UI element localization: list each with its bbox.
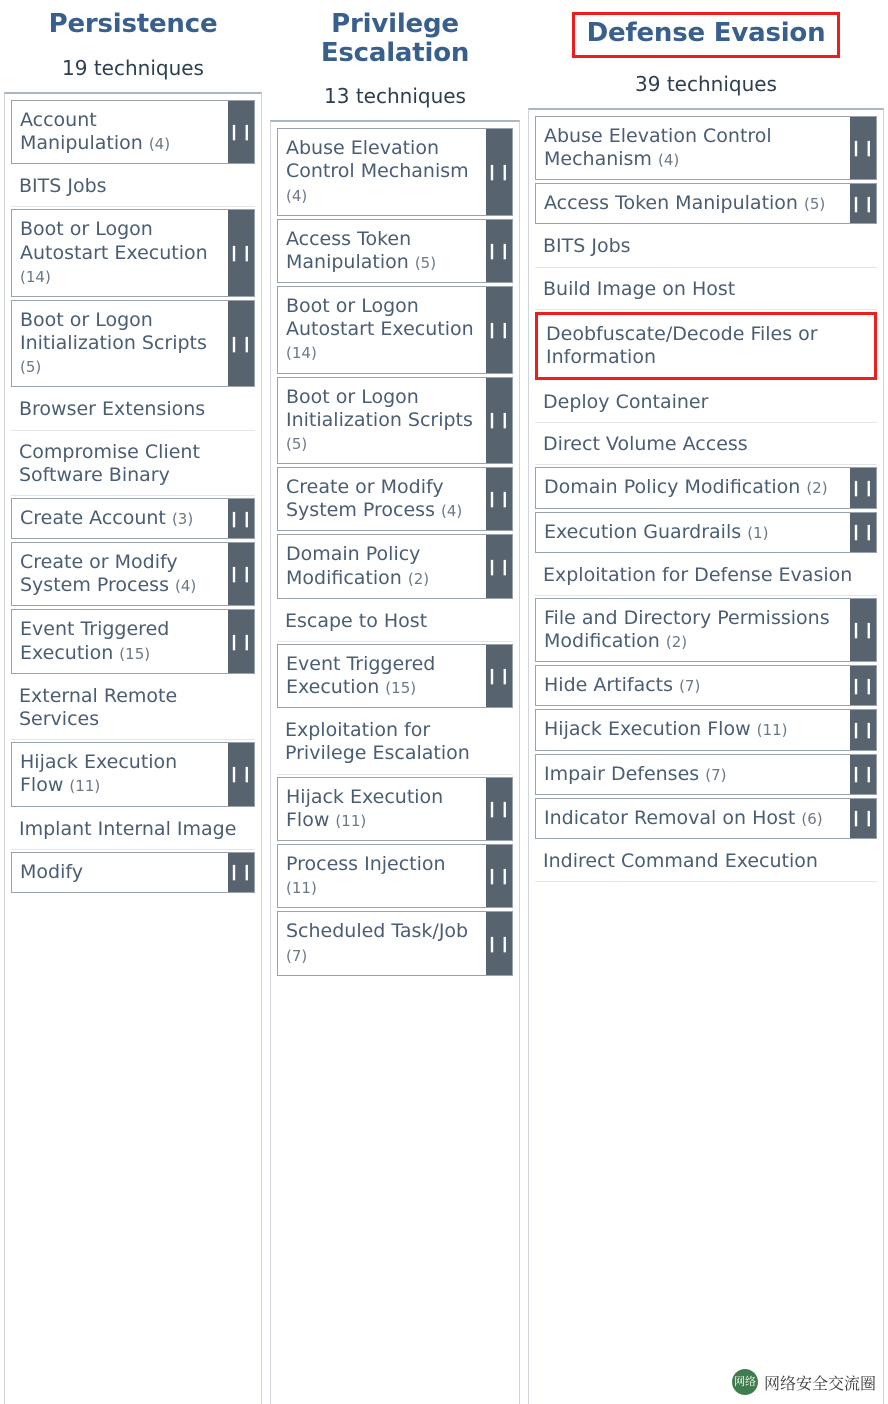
technique-name: Execution Guardrails: [544, 520, 742, 543]
technique-name: Create or Modify System Process: [286, 476, 444, 522]
column-technique-count-persistence: 19 techniques: [62, 55, 204, 80]
technique-subcount: (4): [441, 502, 463, 521]
technique-name: Exploitation for Privilege Escalation: [285, 719, 470, 765]
technique-name: File and Directory Permissions Modification: [544, 606, 830, 653]
technique-subcount: (4): [658, 151, 680, 170]
sub-techniques-bars-icon[interactable]: ❙❙: [228, 610, 254, 672]
technique-name: Impair Defenses: [544, 762, 700, 785]
technique-subcount: (2): [407, 569, 430, 588]
technique-item[interactable]: [11, 677, 255, 740]
technique-label: [536, 184, 850, 223]
technique-label: [538, 315, 874, 377]
technique-subcount: (3): [171, 509, 194, 528]
technique-subcount: (7): [705, 765, 727, 784]
technique-name: Hijack Execution Flow: [20, 751, 178, 797]
technique-label: [12, 210, 228, 296]
technique-item[interactable]: [277, 711, 513, 774]
sub-techniques-bars-icon[interactable]: ❙❙: [228, 301, 254, 387]
technique-subcount: (15): [385, 679, 417, 698]
technique-name: Boot or Logon Autostart Execution: [20, 218, 208, 264]
column-title-persistence[interactable]: Persistence: [48, 9, 218, 39]
technique-item[interactable]: [535, 842, 877, 882]
technique-subcount: (14): [286, 344, 317, 363]
technique-item[interactable]: [535, 665, 877, 706]
technique-label: [11, 810, 255, 849]
sub-techniques-bars-icon[interactable]: ❙❙: [850, 710, 876, 749]
watermark-logo-icon: 网络: [732, 1369, 758, 1395]
technique-name: Hijack Execution Flow: [286, 785, 444, 831]
technique-item[interactable]: [277, 286, 513, 374]
sub-techniques-bars-icon[interactable]: ❙❙: [850, 599, 876, 661]
technique-item[interactable]: [535, 798, 877, 839]
technique-item[interactable]: [535, 709, 877, 750]
technique-item[interactable]: [11, 742, 255, 806]
column-title-privilege-escalation[interactable]: Privilege Escalation: [320, 9, 470, 69]
technique-name: Abuse Elevation Control Mechanism: [286, 137, 469, 183]
technique-subcount: (7): [679, 677, 701, 696]
technique-subcount: (11): [756, 721, 788, 740]
technique-subcount: (5): [804, 195, 826, 214]
column-technique-count-privilege-escalation: 13 techniques: [324, 84, 466, 109]
technique-name: Domain Policy Modification: [544, 476, 801, 499]
technique-label: [536, 799, 850, 838]
technique-label: [535, 227, 877, 266]
technique-name: Account Manipulation: [20, 108, 143, 155]
technique-name: Indirect Command Execution: [543, 849, 818, 872]
technique-subcount: (5): [414, 253, 437, 272]
sub-techniques-bars-icon[interactable]: ❙❙: [486, 912, 512, 974]
technique-name: Deploy Container: [543, 391, 709, 414]
technique-item[interactable]: [11, 300, 255, 388]
technique-label: [278, 129, 486, 215]
technique-label: [12, 543, 228, 605]
technique-label: [278, 645, 486, 707]
technique-subcount: (1): [747, 523, 769, 542]
technique-name: Create Account: [20, 506, 166, 529]
technique-label: [11, 167, 255, 206]
technique-item[interactable]: [535, 556, 877, 596]
sub-techniques-bars-icon[interactable]: ❙❙: [850, 513, 876, 552]
technique-label: [536, 755, 850, 794]
technique-label: [278, 220, 486, 282]
technique-item[interactable]: [535, 512, 877, 553]
technique-label: [11, 433, 255, 495]
technique-label: [535, 383, 877, 422]
technique-name: Indicator Removal on Host: [544, 806, 796, 829]
technique-item-highlighted[interactable]: [535, 312, 877, 380]
technique-label: [278, 287, 486, 373]
technique-item[interactable]: [535, 227, 877, 267]
sub-techniques-bars-icon[interactable]: ❙❙: [850, 184, 876, 223]
technique-name: Modify: [20, 860, 83, 883]
technique-name: Deobfuscate/Decode Files or Information: [546, 322, 818, 368]
column-header-defense-evasion: [524, 0, 888, 108]
watermark: [726, 1366, 882, 1398]
technique-name: Boot or Logon Autostart Execution: [286, 295, 474, 341]
sub-techniques-bars-icon[interactable]: ❙❙: [850, 117, 876, 179]
technique-subcount: (5): [286, 434, 308, 453]
technique-label: [12, 853, 228, 892]
technique-item[interactable]: [11, 852, 255, 893]
technique-label: [278, 378, 486, 464]
technique-item[interactable]: [277, 377, 513, 465]
technique-label: [11, 677, 255, 739]
technique-list-defense-evasion: [528, 108, 884, 1404]
technique-item[interactable]: [277, 534, 513, 598]
sub-techniques-bars-icon[interactable]: ❙❙: [850, 755, 876, 794]
technique-subcount: (11): [335, 811, 367, 830]
technique-name: Hide Artifacts: [544, 674, 674, 697]
technique-label: [535, 556, 877, 595]
sub-techniques-bars-icon[interactable]: ❙❙: [486, 778, 512, 840]
technique-label: [12, 101, 228, 163]
technique-subcount: (2): [806, 479, 828, 498]
column-header-persistence: [0, 0, 266, 92]
technique-label: [535, 270, 877, 309]
technique-subcount: (11): [69, 777, 101, 796]
technique-name: Build Image on Host: [543, 277, 736, 300]
technique-name: BITS Jobs: [543, 235, 631, 258]
sub-techniques-bars-icon[interactable]: ❙❙: [228, 543, 254, 605]
technique-label: [12, 301, 228, 387]
technique-label: [278, 468, 486, 530]
technique-name: Access Token Manipulation: [544, 192, 798, 215]
watermark-text: 网络安全交流圈: [763, 1373, 876, 1393]
technique-item[interactable]: [535, 183, 877, 224]
column-title-defense-evasion[interactable]: Defense Evasion: [572, 12, 841, 58]
technique-label: [12, 499, 228, 538]
technique-item[interactable]: [277, 844, 513, 908]
technique-name: Direct Volume Access: [543, 433, 748, 456]
technique-label: [535, 425, 877, 464]
technique-item[interactable]: [277, 128, 513, 216]
sub-techniques-bars-icon[interactable]: ❙❙: [486, 220, 512, 282]
technique-name: Implant Internal Image: [19, 817, 237, 840]
technique-name: Hijack Execution Flow: [544, 718, 751, 741]
technique-list-persistence: [4, 92, 262, 1404]
sub-techniques-bars-icon[interactable]: ❙❙: [486, 645, 512, 707]
technique-label: [12, 743, 228, 805]
technique-item[interactable]: [535, 270, 877, 310]
technique-item[interactable]: [535, 598, 877, 662]
sub-techniques-bars-icon[interactable]: ❙❙: [486, 287, 512, 373]
technique-item[interactable]: [535, 116, 877, 180]
sub-techniques-bars-icon[interactable]: ❙❙: [486, 468, 512, 530]
technique-subcount: (4): [175, 577, 197, 596]
technique-item[interactable]: [277, 602, 513, 642]
technique-label: [277, 711, 513, 773]
technique-list-privilege-escalation: [270, 120, 520, 1404]
technique-label: [278, 778, 486, 840]
technique-label: [536, 666, 850, 705]
technique-label: [536, 468, 850, 507]
technique-subcount: (2): [665, 633, 688, 652]
technique-item[interactable]: [11, 433, 255, 496]
technique-item[interactable]: [277, 777, 513, 841]
technique-item[interactable]: [11, 542, 255, 606]
technique-label: [536, 513, 850, 552]
technique-label: [278, 912, 486, 974]
technique-name: Escape to Host: [285, 609, 428, 632]
column-technique-count-defense-evasion: 39 techniques: [635, 71, 777, 96]
technique-item[interactable]: [535, 754, 877, 795]
matrix-column-persistence: [0, 0, 266, 1404]
technique-label: [278, 535, 486, 597]
technique-subcount: (7): [286, 946, 308, 965]
technique-name: Domain Policy Modification: [286, 543, 421, 589]
technique-name: Process Injection: [286, 853, 446, 875]
technique-item[interactable]: [11, 167, 255, 207]
technique-label: [12, 610, 228, 672]
technique-name: Event Triggered Execution: [20, 618, 170, 664]
technique-name: BITS Jobs: [19, 175, 107, 198]
technique-item[interactable]: [277, 911, 513, 975]
technique-item[interactable]: [277, 467, 513, 531]
sub-techniques-bars-icon[interactable]: ❙❙: [850, 799, 876, 838]
matrix-column-defense-evasion: [524, 0, 888, 1404]
technique-subcount: (5): [20, 358, 42, 377]
sub-techniques-bars-icon[interactable]: ❙❙: [228, 853, 254, 892]
sub-techniques-bars-icon[interactable]: ❙❙: [486, 535, 512, 597]
technique-name: Boot or Logon Initialization Scripts: [20, 308, 207, 355]
technique-label: [278, 845, 486, 907]
technique-item[interactable]: [11, 609, 255, 673]
technique-label: [535, 842, 877, 881]
sub-techniques-bars-icon[interactable]: ❙❙: [228, 499, 254, 538]
technique-subcount: (4): [148, 135, 171, 154]
technique-item[interactable]: [535, 425, 877, 465]
technique-name: Create or Modify System Process: [20, 551, 178, 597]
technique-item[interactable]: [535, 383, 877, 423]
technique-subcount: (11): [286, 879, 317, 898]
sub-techniques-bars-icon[interactable]: ❙❙: [228, 743, 254, 805]
technique-name: Scheduled Task/Job: [286, 920, 469, 943]
technique-label: [536, 117, 850, 179]
technique-label: [536, 710, 850, 749]
column-header-privilege-escalation: [266, 0, 524, 120]
sub-techniques-bars-icon[interactable]: ❙❙: [486, 845, 512, 907]
sub-techniques-bars-icon[interactable]: ❙❙: [850, 666, 876, 705]
sub-techniques-bars-icon[interactable]: ❙❙: [850, 468, 876, 507]
technique-label: [277, 602, 513, 641]
sub-techniques-bars-icon[interactable]: ❙❙: [486, 129, 512, 215]
technique-item[interactable]: [277, 219, 513, 283]
technique-name: Access Token Manipulation: [286, 227, 412, 273]
technique-name: Compromise Client Software Binary: [19, 440, 200, 486]
technique-name: Exploitation for Defense Evasion: [543, 563, 853, 586]
technique-item[interactable]: [11, 810, 255, 850]
technique-item[interactable]: [11, 209, 255, 297]
technique-name: External Remote Services: [19, 684, 178, 730]
technique-item[interactable]: [11, 390, 255, 430]
technique-name: Boot or Logon Initialization Scripts: [286, 385, 473, 431]
technique-subcount: (4): [286, 186, 308, 205]
technique-name: Browser Extensions: [19, 398, 206, 421]
technique-item[interactable]: [11, 498, 255, 539]
technique-item[interactable]: [535, 467, 877, 508]
sub-techniques-bars-icon[interactable]: ❙❙: [228, 210, 254, 296]
technique-item[interactable]: [277, 644, 513, 708]
technique-name: Abuse Elevation Control Mechanism: [544, 124, 772, 171]
technique-label: [11, 390, 255, 429]
matrix-column-privilege-escalation: [266, 0, 524, 1404]
technique-subcount: (6): [801, 809, 823, 828]
technique-subcount: (15): [119, 644, 151, 663]
technique-name: Event Triggered Execution: [286, 652, 436, 699]
sub-techniques-bars-icon[interactable]: ❙❙: [228, 101, 254, 163]
technique-label: [536, 599, 850, 661]
technique-subcount: (14): [20, 267, 51, 286]
sub-techniques-bars-icon[interactable]: ❙❙: [486, 378, 512, 464]
technique-item[interactable]: [11, 100, 255, 164]
